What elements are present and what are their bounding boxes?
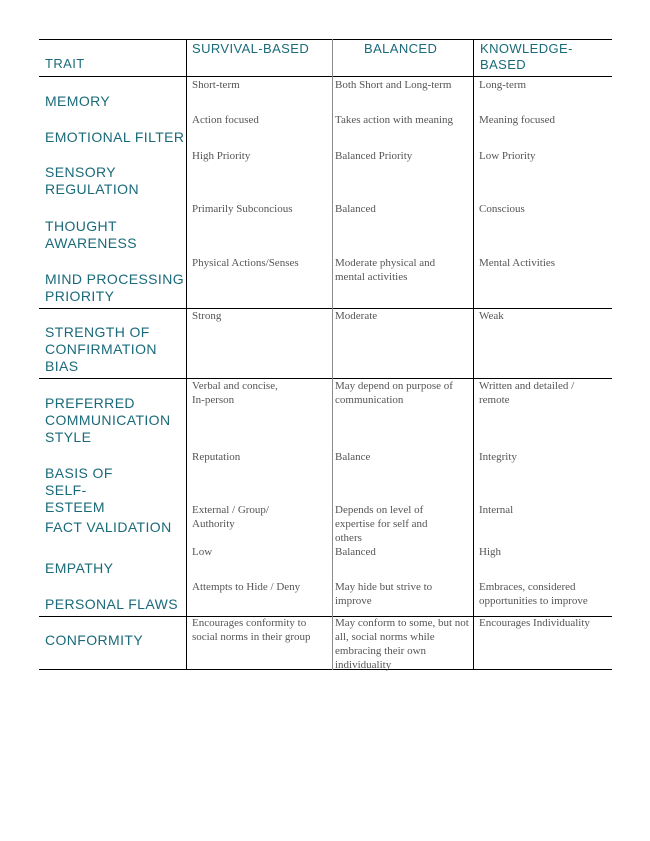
cell-sensory-regulation-balanced: Balanced Priority [335,150,413,162]
cell-emotional-filter-survival: Action focused [192,114,259,126]
cell-emotional-filter-knowledge: Meaning focused [479,114,556,126]
cell-thought-awareness-survival: Primarily Subconcious [192,203,293,215]
cell-fact-validation-balanced: Depends on level of expertise for self and others [335,504,428,544]
rule-bottom [39,669,612,670]
trait-fact-validation: FACT VALIDATION [45,519,172,535]
cell-fact-validation-knowledge: Internal [479,504,514,516]
cell-memory-survival: Short-term [192,79,240,91]
rule-header [39,76,612,77]
trait-empathy: EMPATHY [45,560,114,576]
cell-empathy-knowledge: High [479,546,501,558]
trait-strength-of-confirmation-bias: STRENGTH OF CONFIRMATION BIAS [45,324,157,374]
rule-top [39,39,612,40]
cell-personal-flaws-knowledge: Embraces, considered opportunities to improve [479,581,588,607]
cell-mind-processing-knowledge: Mental Activities [479,257,556,269]
cell-self-esteem-knowledge: Integrity [479,451,517,463]
cell-communication-knowledge: Written and detailed / remote [479,380,575,406]
cell-mind-processing-balanced: Moderate physical and mental activities [335,257,436,283]
cell-communication-balanced: May depend on purpose of communication [335,380,453,406]
cell-memory-balanced: Both Short and Long-term [335,79,452,91]
cell-conformity-balanced: May conform to some, but not all, social norms while embracing their own individuality [335,617,469,671]
cell-self-esteem-survival: Reputation [192,451,241,463]
cell-memory-knowledge: Long-term [479,79,527,91]
trait-sensory-regulation: SENSORY REGULATION [45,164,139,197]
cell-sensory-regulation-knowledge: Low Priority [479,150,536,162]
cell-confirmation-bias-knowledge: Weak [479,310,504,322]
cell-empathy-survival: Low [192,546,213,558]
cell-confirmation-bias-survival: Strong [192,310,222,322]
col-divider-1 [186,39,187,670]
col-divider-3 [473,39,474,670]
trait-conformity: CONFORMITY [45,632,144,648]
cell-self-esteem-balanced: Balance [335,451,371,463]
header-knowledge-based: KNOWLEDGE-BASED [480,41,573,72]
cell-conformity-knowledge: Encourages Individuality [479,617,590,629]
cell-personal-flaws-balanced: May hide but strive to improve [335,581,433,607]
cell-fact-validation-survival: External / Group/ Authority [192,504,269,530]
cell-sensory-regulation-survival: High Priority [192,150,251,162]
cell-emotional-filter-balanced: Takes action with meaning [335,114,454,126]
trait-memory: MEMORY [45,93,111,109]
cell-communication-survival: Verbal and concise, In-person [192,380,278,406]
cell-personal-flaws-survival: Attempts to Hide / Deny [192,581,301,593]
cell-thought-awareness-balanced: Balanced [335,203,376,215]
header-survival-based: SURVIVAL-BASED [192,41,310,56]
trait-basis-of-self-esteem: BASIS OF SELF-ESTEEM [45,465,113,515]
col-divider-2 [332,39,333,670]
trait-personal-flaws: PERSONAL FLAWS [45,596,178,612]
trait-thought-awareness: THOUGHT AWARENESS [45,218,138,251]
trait-emotional-filter: EMOTIONAL FILTER [45,129,185,145]
trait-comparison-table [39,39,612,670]
cell-conformity-survival: Encourages conformity to social norms in their group [192,617,311,643]
header-balanced: BALANCED [364,41,438,56]
trait-mind-processing-priority: MIND PROCESSING PRIORITY [45,271,185,304]
cell-empathy-balanced: Balanced [335,546,376,558]
header-trait: TRAIT [45,56,85,71]
cell-thought-awareness-knowledge: Conscious [479,203,525,215]
cell-confirmation-bias-balanced: Moderate [335,310,378,322]
trait-preferred-communication-style: PREFERRED COMMUNICATION STYLE [45,395,171,445]
cell-mind-processing-survival: Physical Actions/Senses [192,257,299,269]
